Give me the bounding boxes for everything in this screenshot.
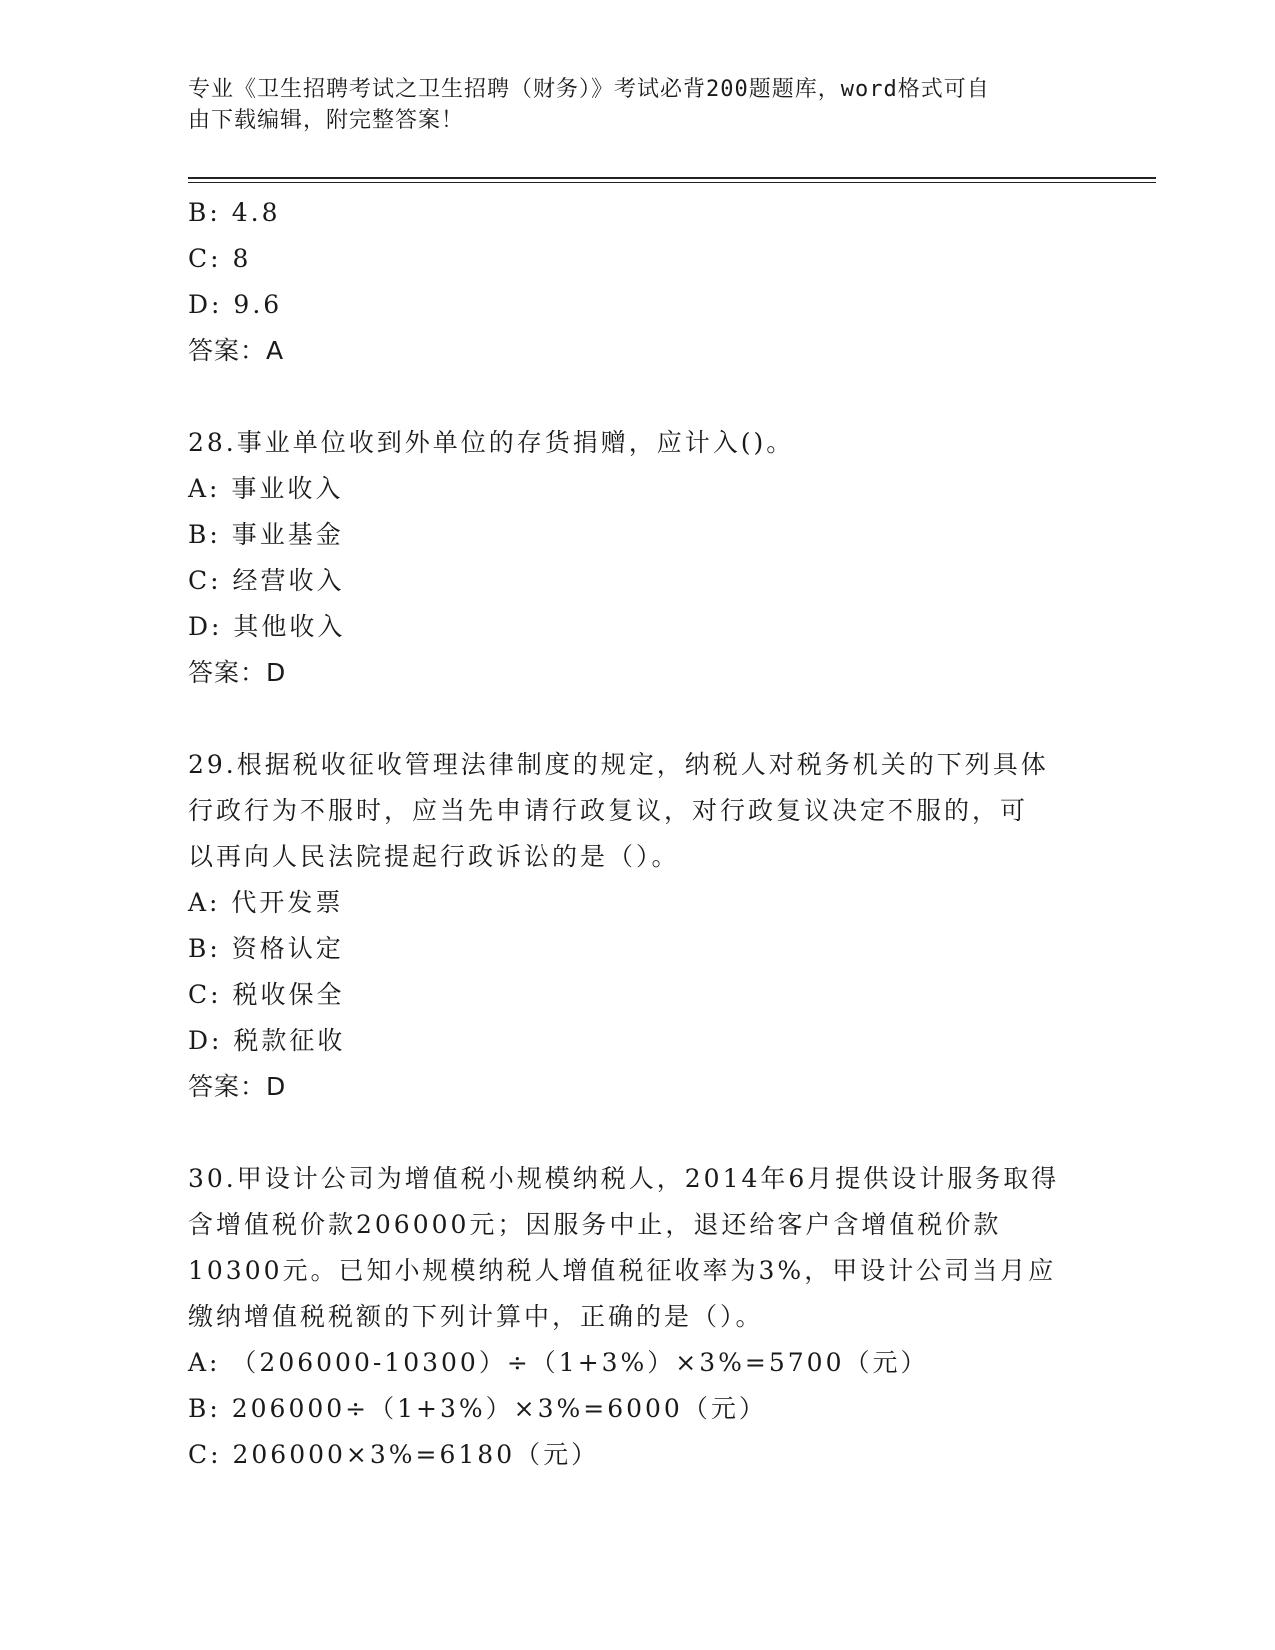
option-c: C: 206000×3%=6180（元） (188, 1440, 600, 1469)
header-line-1: 专业《卫生招聘考试之卫生招聘（财务）》考试必背200题题库，word格式可自 (188, 77, 990, 102)
question-stem-line-1: 29.根据税收征收管理法律制度的规定，纳税人对税务机关的下列具体 (188, 750, 1049, 779)
question-29 (188, 742, 1088, 1110)
option-d: D: 9.6 (188, 290, 283, 319)
option-d: D: 其他收入 (188, 612, 346, 641)
spacer (188, 1110, 1088, 1156)
question-stem-line-4: 缴纳增值税税额的下列计算中，正确的是（）。 (188, 1302, 764, 1331)
answer-line: 答案：D (188, 658, 287, 687)
option-a: A: 事业收入 (188, 474, 344, 503)
document-header (188, 74, 1068, 136)
question-stem-line-2: 含增值税价款206000元；因服务中止，退还给客户含增值税价款 (188, 1210, 1002, 1239)
spacer (188, 374, 1088, 420)
header-line-2: 由下载编辑，附完整答案！ (188, 108, 465, 133)
question-27-tail (188, 190, 1088, 374)
header-rule-thin (188, 182, 1156, 183)
answer-line: 答案：A (188, 336, 285, 365)
question-28 (188, 420, 1088, 696)
option-c: C: 税收保全 (188, 980, 345, 1009)
option-d: D: 税款征收 (188, 1026, 346, 1055)
question-stem-line-2: 行政行为不服时，应当先申请行政复议，对行政复议决定不服的，可 (188, 796, 1029, 825)
option-b: B: 资格认定 (188, 934, 344, 963)
option-c: C: 经营收入 (188, 566, 345, 595)
question-stem-line-3: 10300元。已知小规模纳税人增值税征收率为3%，甲设计公司当月应 (188, 1256, 1057, 1285)
option-a: A: （206000-10300）÷（1+3%）×3%=5700（元） (188, 1348, 929, 1377)
option-b: B: 事业基金 (188, 520, 344, 549)
option-b: B: 4.8 (188, 198, 281, 227)
answer-line: 答案：D (188, 1072, 287, 1101)
question-stem-line-1: 30.甲设计公司为增值税小规模纳税人，2014年6月提供设计服务取得 (188, 1164, 1060, 1193)
header-rule-thick (188, 177, 1156, 179)
spacer (188, 696, 1088, 742)
option-c: C: 8 (188, 244, 252, 273)
question-stem: 28.事业单位收到外单位的存货捐赠，应计入()。 (188, 428, 795, 457)
question-30 (188, 1156, 1088, 1478)
option-b: B: 206000÷（1+3%）×3%=6000（元） (188, 1394, 767, 1423)
option-a: A: 代开发票 (188, 888, 344, 917)
question-stem-line-3: 以再向人民法院提起行政诉讼的是（）。 (188, 842, 680, 871)
document-body (188, 190, 1088, 1478)
